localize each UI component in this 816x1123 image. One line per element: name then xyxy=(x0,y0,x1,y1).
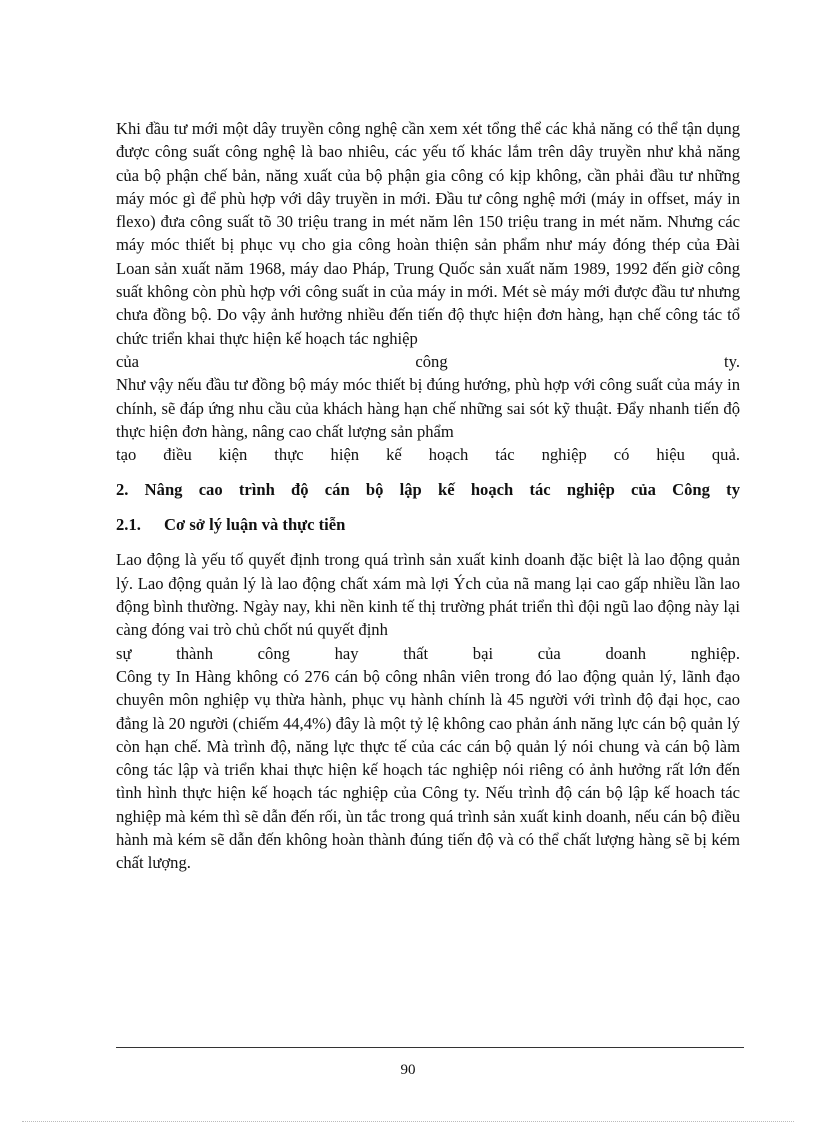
subsection-title: Cơ sở lý luận và thực tiễn xyxy=(164,515,346,535)
paragraph-last-line: tạo điều kiện thực hiện kế hoạch tác nghiệp có hiệu quả. xyxy=(116,445,740,465)
paragraph-text: Khi đầu tư mới một dây truyền công nghệ cần xem xét tổng thể các khả năng có thể tận dụng được công suất công nghệ là bao nhiêu, các yếu tố khác lắm trên dây truyền như khả năng của bộ phận chế bản, năng xuất của bộ phận gia công có kịp không, cần phải đầu tư những máy móc gì để phù hợp với dây truyền in mới. Đầu tư công nghệ mới (máy in offset, máy in flexo) đưa công suất tõ 30 triệu trang in mét năm lên 150 triệu trang in mét năm. Nhưng các máy móc thiết bị phục vụ cho gia công hoàn thiện sản phẩm như máy đóng thép của Đài Loan sản xuất năm 1968, máy dao Pháp, Trung Quốc sản xuất năm 1989, 1992 đến giờ công suất không còn phù hợp với công suất in của máy in mới. Mét sè máy mới được đầu tư nhưng chưa đồng bộ. Do vậy ảnh hưởng nhiều đến tiến độ thực hiện đơn hàng, hạn chế công tác tổ chức triển khai thực hiện kế hoạch tác nghiệp xyxy=(116,119,740,348)
paragraph-text: Lao động là yếu tố quyết định trong quá trình sản xuất kinh doanh đặc biệt là lao động quản lý. Lao động quản lý là lao động chất xám mà lợi Ých của nã mang lại cao gấp nhiều lần lao động bình thường. Ngày nay, khi nền kinh tế thị trường phát triển thì đội ngũ lao động này lại càng đóng vai trò chủ chốt nú quyết định xyxy=(116,550,740,640)
paragraph xyxy=(116,548,740,664)
section-heading: 2. Nâng cao trình độ cán bộ lập kế hoạch tác nghiệp của Công ty xyxy=(116,480,740,500)
page-edge-dots xyxy=(22,1121,794,1122)
paragraph xyxy=(116,373,740,466)
paragraph-last-line: sự thành công hay thất bại của doanh nghiệp. xyxy=(116,643,740,663)
paragraph-last-line: của công ty. xyxy=(116,351,740,371)
paragraph xyxy=(116,117,740,373)
page-number: 90 xyxy=(400,1062,416,1078)
paragraph: Công ty In Hàng không có 276 cán bộ công nhân viên trong đó lao động quản lý, lãnh đạo chuyên môn nghiệp vụ thừa hành, phục vụ hành chính là 45 người với trình độ đại học, cao đẳng là 20 người (chiếm 44,4%) đây là một tỷ lệ không cao phản ánh năng lực cán bộ quản lý còn hạn chế. Mà trình độ, năng lực thực tế của các cán bộ quản lý nói chung và cán bộ làm công tác lập và triển khai thực hiện kế hoạch tác nghiệp nói riêng có ảnh hưởng rất lớn đến tình hình thực hiện kế hoạch tác nghiệp của Công ty. Nếu trình độ cán bộ lập kế hoach tác nghiệp mà kém thì sẽ dẫn đến rối, ùn tắc trong quá trình sản xuất kinh doanh, nếu cán bộ điều hành mà kém sẽ dẫn đến không hoàn thành đúng tiến độ và có thể chất lượng hàng sẽ bị kém chất lượng. xyxy=(116,666,740,873)
subsection-heading xyxy=(116,513,740,536)
footer-divider xyxy=(116,1047,744,1048)
paragraph-text: Như vậy nếu đầu tư đồng bộ máy móc thiết bị đúng hướng, phù hợp với công suất của máy in chính, sẽ đáp ứng nhu cầu của khách hàng hạn chế những sai sót kỹ thuật. Đẩy nhanh tiến độ thực hiện đơn hàng, nâng cao chất lượng sản phẩm xyxy=(116,375,740,441)
page-body xyxy=(116,117,740,875)
subsection-number: 2.1. xyxy=(116,515,141,535)
